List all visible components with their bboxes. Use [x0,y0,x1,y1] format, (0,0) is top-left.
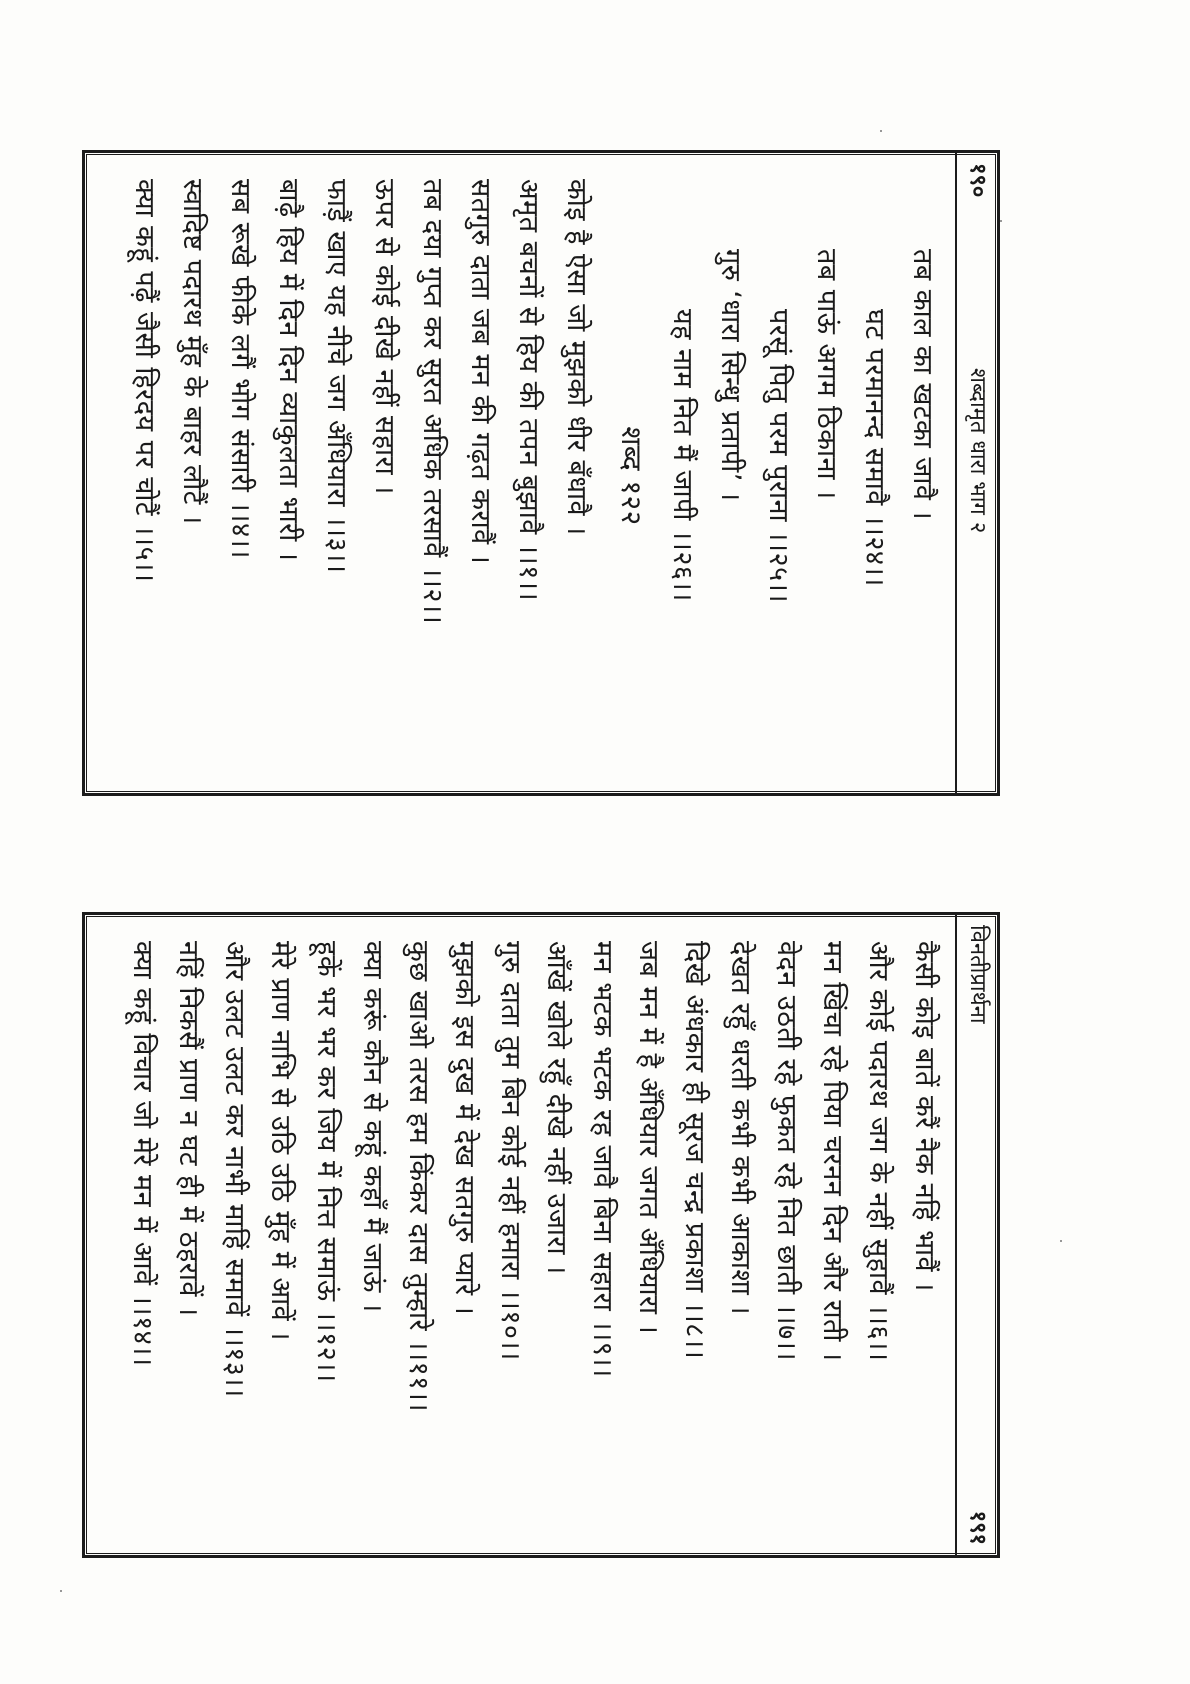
verse-line: सब रूखे फीके लगैं भोग संसारी ।।४।। [225,179,256,559]
left-page-frame [82,150,1000,796]
scan-speck [60,1590,62,1592]
verse-line: कोइ है ऐसा जो मुझको धीर बँधावै । [561,179,592,536]
verse-line: घट परमानन्द समावै ।।२४।। [859,309,890,587]
scan-speck [1060,1240,1062,1242]
scan-speck [880,130,882,132]
verse-line: मन भटक भटक रह जावै बिना सहारा ।।९।। [587,941,618,1378]
verse-line: गुरु ‘धारा सिन्धु प्रतापी’ । [715,249,746,502]
verse-line: वेदन उठती रहे फुकत रहे नित छाती ।।७।। [771,941,802,1362]
left-page-header [955,153,997,793]
verse-line: आँखें खोले रहुँ दीखे नहीं उजारा । [541,941,572,1275]
scan-speck [1000,220,1002,222]
verse-line: क्या कहूं विचार जो मेरे मन में आवें ।।१४।। [127,941,158,1367]
verse-line: दिखे अंधकार ही सूरज चन्द्र प्रकाशा ।।८।। [679,941,710,1360]
verse-line: बाढ़ै हिय में दिन दिन व्याकुलता भारी । [273,179,304,562]
verse-line: और उलट उलट कर नाभी माहिं समावें ।।१३।। [219,941,250,1398]
running-header-title: शब्दामृत धारा भाग २ [965,368,990,534]
page-number: १९० [965,163,990,198]
verse-line: सतगुरु दाता जब मन की गढ़त करावैं । [465,179,496,565]
right-page-content [85,915,997,1555]
verse-line: जब मन में है अँधियार जगत अँधियारा । [633,941,664,1335]
verse-line: क्या करूं कौन से कहूं कहाँ मैं जाऊं । [357,941,388,1313]
verse-line: ऊपर से कोई दीखे नहीं सहारा । [369,179,400,495]
verse-line: हूकें भर भर कर जिय में नित्त समाऊं ।।१२।। [311,941,342,1383]
right-page-frame [82,912,1000,1558]
right-page-header [955,915,997,1555]
verse-line: अमृत बचनों से हिय की तपन बुझावै ।।१।। [513,179,544,602]
verse-line: फाड़ैं खाए यह नीचे जग अँधियारा ।।३।। [321,179,352,574]
verse-line: स्वादिष्ट पदारथ मुँह के बाहर लौटैं । [177,179,208,525]
right-page-body [85,915,957,1555]
verse-line: तब काल का खटका जावै । [907,249,938,521]
shabd-heading: शब्द १२२ [615,426,648,526]
left-page-body [85,153,957,793]
left-page-content [85,153,997,793]
verse-line: तब दया गुप्त कर सुरत अधिक तरसावैं ।।२।। [417,179,448,625]
verse-line: मुझको इस दुख में देख सतगुरु प्यारे । [449,941,480,1316]
verse-line: मेरे प्राण नाभि से उठि उठि मुँह में आवें । [265,941,296,1341]
verse-line: मन खिंचा रहे पिया चरनन दिन और राती । [817,941,848,1362]
verse-line: कैसी कोइ बातें करैं नैक नहिं भावैं । [909,941,940,1292]
running-header-title: विनतीप्रार्थना [965,925,990,1024]
verse-line: गुरु दाता तुम बिन कोई नहीं हमारा ।।१०।। [495,941,526,1361]
verse-line: नहिं निकसैं प्राण न घट ही में ठहरावें । [173,941,204,1317]
verse-line: परसूं पितु परम पुराना ।।२५।। [763,309,794,604]
verse-line: और कोई पदारथ जग के नहीं सुहावैं ।।६।। [863,941,894,1362]
verse-line: तब पाऊं अगम ठिकाना । [811,249,842,500]
verse-line: देखत रहुँ धरती कभी कभी आकाशा । [725,941,756,1316]
verse-line: क्या कहूं पढ़ैं जैसी हिरदय पर चोटैं ।।५।। [129,179,160,583]
verse-line: यह नाम नित मैं जापी ।।२६।। [667,309,698,602]
verse-line: कुछ खाओ तरस हम किंकर दास तुम्हारे ।।११।। [403,941,434,1413]
page-number: १९१ [965,1510,990,1545]
